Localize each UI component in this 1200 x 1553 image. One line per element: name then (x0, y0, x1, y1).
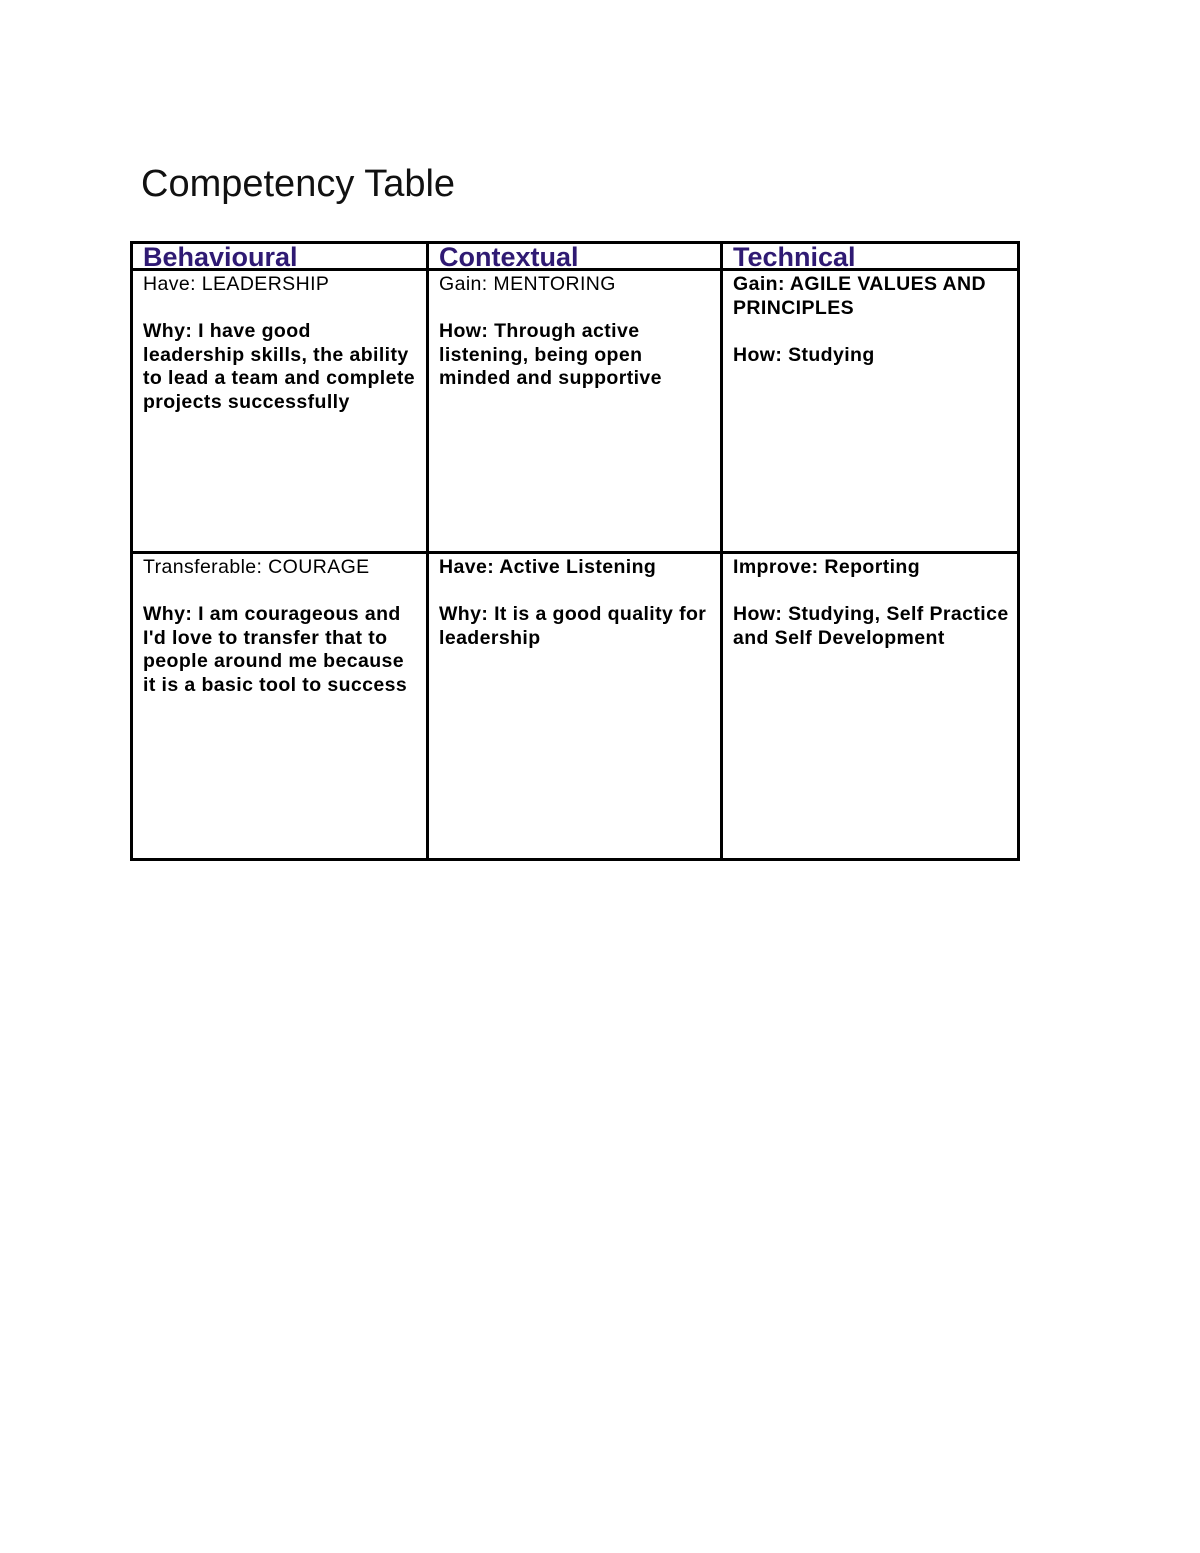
cell-body: How: Through active listening, being open minded and supportive (439, 320, 662, 390)
column-header-contextual: Contextual (428, 243, 722, 270)
table-cell-behavioural (132, 553, 428, 860)
cell-heading: Transferable: COURAGE (143, 556, 370, 578)
cell-heading: Gain: AGILE VALUES AND PRINCIPLES (733, 273, 986, 319)
table-cell-technical (722, 270, 1019, 553)
table-cell-behavioural (132, 270, 428, 553)
cell-body: How: Studying, Self Practice and Self Development (733, 603, 1009, 649)
column-header-behavioural: Behavioural (132, 243, 428, 270)
table-cell-contextual (428, 270, 722, 553)
cell-body: Why: I am courageous and I'd love to transfer that to people around me because it is a basic tool to success (143, 603, 408, 696)
table-row (132, 553, 1019, 860)
column-header-technical: Technical (722, 243, 1019, 270)
cell-heading: Gain: MENTORING (439, 273, 616, 295)
cell-heading: Have: LEADERSHIP (143, 273, 330, 295)
cell-body: How: Studying (733, 343, 875, 366)
cell-heading: Improve: Reporting (733, 556, 921, 578)
competency-table (130, 241, 1020, 861)
page-title: Competency Table (141, 163, 456, 205)
table-cell-technical (722, 553, 1019, 860)
cell-body: Why: I have good leadership skills, the ability to lead a team and complete projects successfully (143, 320, 415, 413)
cell-heading: Have: Active Listening (439, 556, 657, 578)
table-row (132, 270, 1019, 553)
cell-body: Why: It is a good quality for leadership (439, 603, 707, 649)
table-cell-contextual (428, 553, 722, 860)
table-header-row (132, 243, 1019, 270)
